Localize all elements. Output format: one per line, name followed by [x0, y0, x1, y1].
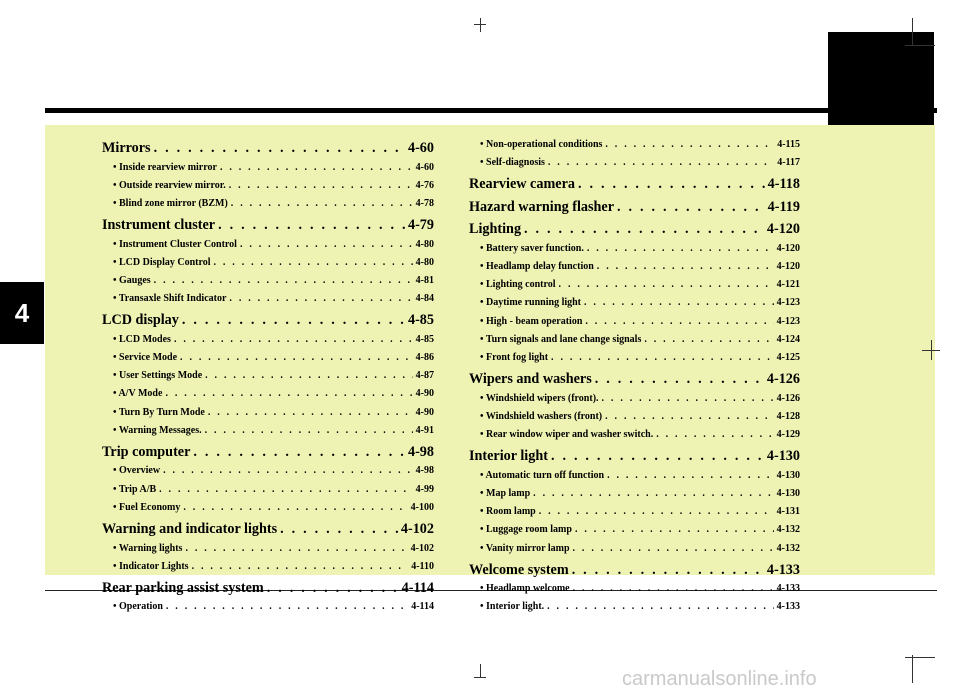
entry-title: • Map lamp	[480, 487, 531, 499]
toc-section-entry[interactable]	[102, 312, 434, 334]
toc-section-entry[interactable]	[102, 217, 434, 239]
entry-page-number: 4-86	[415, 352, 434, 363]
entry-title: • Operation	[113, 601, 163, 613]
entry-title: • Automatic turn off function	[480, 469, 605, 481]
toc-subsection-entry[interactable]	[469, 411, 800, 429]
entry-title: Warning and indicator lights	[102, 521, 278, 537]
entry-page-number: 4-124	[776, 333, 800, 345]
toc-section-entry[interactable]	[469, 371, 800, 393]
toc-subsection-entry[interactable]	[469, 261, 800, 279]
toc-subsection-entry[interactable]	[102, 198, 434, 216]
entry-title: • Lighting control	[480, 279, 556, 291]
dot-leader	[267, 580, 399, 597]
crop-mark	[474, 677, 486, 678]
entry-page-number: 4-114	[401, 579, 434, 596]
entry-page-number: 4-117	[777, 157, 800, 169]
dot-leader	[205, 370, 413, 381]
dot-leader	[539, 506, 774, 517]
toc-subsection-entry[interactable]	[469, 157, 800, 175]
entry-page-number: 4-102	[410, 542, 434, 554]
dot-leader	[231, 198, 413, 209]
entry-title: Hazard warning flasher	[469, 198, 615, 215]
entry-page-number: 4-110	[411, 560, 434, 572]
dot-leader	[180, 352, 413, 363]
toc-section-entry[interactable]	[469, 176, 800, 198]
entry-page-number: 4-125	[776, 352, 800, 363]
crop-mark	[922, 350, 940, 351]
entry-page-number: 4-131	[776, 506, 800, 518]
entry-page-number: 4-120	[776, 261, 800, 273]
toc-subsection-entry[interactable]	[102, 370, 434, 388]
toc-subsection-entry[interactable]	[469, 601, 800, 619]
dot-leader	[547, 601, 774, 612]
entry-page-number: 4-90	[415, 388, 434, 400]
entry-page-number: 4-119	[767, 198, 800, 215]
entry-title: • Turn signals and lane change signals	[480, 333, 642, 345]
toc-section-entry[interactable]	[469, 448, 800, 470]
corner-black-block	[828, 32, 934, 128]
chapter-tab: 4	[0, 282, 44, 344]
toc-subsection-entry[interactable]	[469, 470, 800, 488]
entry-page-number: 4-76	[415, 179, 434, 191]
entry-title: LCD display	[102, 312, 179, 329]
entry-page-number: 4-126	[766, 371, 800, 388]
crop-mark	[905, 45, 935, 46]
entry-page-number: 4-132	[776, 542, 800, 554]
entry-title: Instrument cluster	[102, 217, 216, 234]
entry-title: • Overview	[113, 465, 161, 477]
dot-leader	[597, 261, 774, 272]
dot-leader	[595, 371, 764, 388]
dot-leader	[584, 297, 774, 308]
entry-title: • Warning lights	[113, 542, 183, 554]
dot-leader	[280, 521, 398, 538]
entry-title: • Outside rearview mirror.	[113, 179, 226, 191]
entry-title: Lighting	[469, 221, 522, 238]
toc-subsection-entry[interactable]	[102, 407, 434, 425]
toc-section-entry[interactable]	[102, 521, 434, 543]
entry-page-number: 4-128	[776, 410, 800, 422]
entry-page-number: 4-98	[407, 443, 434, 460]
entry-title: Rearview camera	[469, 176, 575, 193]
dot-leader	[220, 162, 413, 173]
entry-page-number: 4-99	[415, 483, 434, 495]
entry-title: • Interior light.	[480, 601, 545, 613]
entry-title: • Windshield wipers (front).	[480, 392, 599, 404]
dot-leader	[573, 543, 774, 554]
toc-subsection-entry[interactable]	[102, 561, 434, 579]
entry-page-number: 4-130	[776, 487, 800, 499]
toc-subsection-entry[interactable]	[102, 293, 434, 311]
dot-leader	[229, 293, 412, 304]
entry-page-number: 4-118	[767, 176, 800, 193]
entry-page-number: 4-114	[411, 601, 434, 613]
toc-subsection-entry[interactable]	[102, 425, 434, 443]
crop-mark	[480, 664, 481, 678]
toc-right-column	[469, 139, 800, 620]
dot-leader	[573, 583, 774, 594]
dot-leader	[174, 334, 413, 345]
dot-leader	[656, 429, 773, 440]
entry-page-number: 4-115	[777, 139, 800, 150]
dot-leader	[524, 221, 764, 238]
toc-subsection-entry[interactable]	[102, 388, 434, 406]
entry-title: • A/V Mode	[113, 388, 163, 400]
entry-page-number: 4-130	[776, 469, 800, 481]
dot-leader	[617, 199, 765, 216]
entry-page-number: 4-100	[410, 501, 434, 513]
entry-page-number: 4-60	[415, 161, 434, 173]
entry-page-number: 4-130	[766, 448, 800, 465]
toc-subsection-entry[interactable]	[102, 352, 434, 370]
entry-title: Wipers and washers	[469, 371, 592, 388]
dot-leader	[229, 180, 413, 191]
crop-mark	[480, 18, 481, 32]
dot-leader	[166, 601, 408, 612]
entry-title: • Headlamp delay function	[480, 261, 594, 273]
toc-subsection-entry[interactable]	[469, 524, 800, 542]
toc-subsection-entry[interactable]	[102, 334, 434, 352]
dot-leader	[572, 562, 764, 579]
toc-subsection-entry[interactable]	[469, 393, 800, 411]
entry-page-number: 4-90	[415, 406, 434, 418]
dot-leader	[205, 425, 413, 436]
entry-page-number: 4-132	[776, 524, 800, 536]
entry-title: Rear parking assist system	[102, 579, 264, 596]
dot-leader	[533, 488, 773, 499]
dot-leader	[551, 352, 774, 363]
entry-page-number: 4-126	[776, 392, 800, 404]
toc-section-entry[interactable]	[469, 221, 800, 243]
dot-leader	[183, 502, 407, 513]
toc-subsection-entry[interactable]	[469, 429, 800, 447]
toc-subsection-entry[interactable]	[102, 162, 434, 180]
entry-title: • Room lamp	[480, 506, 536, 518]
dot-leader	[185, 543, 407, 554]
toc-subsection-entry[interactable]	[102, 484, 434, 502]
toc-subsection-entry[interactable]	[469, 583, 800, 601]
entry-page-number: 4-60	[407, 140, 434, 156]
entry-page-number: 4-85	[407, 312, 434, 329]
entry-page-number: 4-133	[766, 561, 800, 578]
entry-page-number: 4-123	[776, 315, 800, 327]
dot-leader	[585, 316, 773, 327]
entry-page-number: 4-84	[415, 293, 434, 305]
entry-title: • Trip A/B	[113, 483, 157, 495]
dot-leader	[163, 465, 413, 476]
entry-title: • Blind zone mirror (BZM)	[113, 197, 228, 209]
toc-subsection-entry[interactable]	[469, 543, 800, 561]
entry-title: • User Settings Mode	[113, 370, 203, 382]
dot-leader	[605, 411, 774, 422]
toc-section-entry[interactable]	[102, 140, 434, 162]
toc-subsection-entry[interactable]	[469, 279, 800, 297]
dot-leader	[578, 176, 765, 193]
toc-section-entry[interactable]	[469, 199, 800, 221]
dot-leader	[587, 243, 774, 254]
dot-leader	[154, 275, 413, 286]
dot-leader	[208, 407, 413, 418]
entry-page-number: 4-87	[415, 370, 434, 382]
entry-title: • Inside rearview mirror	[113, 161, 217, 173]
toc-subsection-entry[interactable]	[102, 275, 434, 293]
entry-title: Interior light	[469, 448, 548, 465]
entry-title: • Vanity mirror lamp	[480, 542, 570, 554]
entry-title: • Non-operational conditions	[480, 139, 603, 150]
top-rule	[45, 108, 937, 113]
dot-leader	[548, 157, 774, 168]
entry-page-number: 4-80	[415, 256, 434, 268]
entry-title: • Daytime running light	[480, 297, 582, 309]
dot-leader	[159, 484, 413, 495]
toc-subsection-entry[interactable]	[469, 352, 800, 370]
watermark: carmanualsonline.info	[622, 668, 817, 690]
toc-subsection-entry[interactable]	[469, 506, 800, 524]
entry-page-number: 4-78	[415, 197, 434, 209]
entry-title: • Windshield washers (front)	[480, 410, 603, 422]
entry-title: • Turn By Turn Mode	[113, 406, 205, 418]
toc-subsection-entry[interactable]	[102, 543, 434, 561]
toc-subsection-entry[interactable]	[102, 601, 434, 619]
entry-page-number: 4-81	[415, 274, 434, 286]
crop-mark	[905, 657, 935, 658]
entry-title: • High - beam operation	[480, 315, 583, 327]
toc-subsection-entry[interactable]	[469, 316, 800, 334]
crop-mark	[912, 18, 913, 46]
entry-page-number: 4-91	[415, 424, 434, 436]
entry-title: Mirrors	[102, 140, 151, 156]
entry-title: • Luggage room lamp	[480, 524, 572, 536]
entry-title: Welcome system	[469, 561, 569, 578]
toc-left-column	[102, 139, 434, 620]
entry-title: • Rear window wiper and washer switch.	[480, 429, 654, 441]
entry-page-number: 4-98	[415, 465, 434, 477]
entry-title: • Self-diagnosis	[480, 157, 545, 169]
toc-section-entry[interactable]	[102, 580, 434, 602]
entry-title: • Indicator Lights	[113, 560, 189, 572]
entry-page-number: 4-80	[415, 238, 434, 250]
entry-title: • Service Mode	[113, 352, 178, 363]
toc-section-entry[interactable]	[102, 444, 434, 466]
dot-leader	[551, 448, 764, 465]
entry-title: • Headlamp welcome	[480, 583, 570, 595]
dot-leader	[559, 279, 774, 290]
entry-page-number: 4-79	[407, 217, 434, 234]
entry-page-number: 4-123	[776, 297, 800, 309]
toc-subsection-entry[interactable]	[102, 465, 434, 483]
entry-page-number: 4-120	[766, 221, 800, 238]
entry-title: Trip computer	[102, 443, 191, 460]
toc-subsection-entry[interactable]	[469, 334, 800, 352]
dot-leader	[193, 444, 405, 461]
dot-leader	[154, 140, 405, 157]
dot-leader	[214, 257, 413, 268]
entry-title: • Gauges	[113, 274, 151, 286]
toc-subsection-entry[interactable]	[469, 243, 800, 261]
entry-page-number: 4-129	[776, 429, 800, 441]
entry-page-number: 4-121	[776, 279, 800, 291]
entry-title: • LCD Display Control	[113, 256, 211, 268]
dot-leader	[575, 524, 774, 535]
toc-subsection-entry[interactable]	[102, 180, 434, 198]
toc-subsection-entry[interactable]	[102, 239, 434, 257]
toc-section-entry[interactable]	[469, 562, 800, 584]
toc-subsection-entry[interactable]	[102, 502, 434, 520]
toc-subsection-entry[interactable]	[469, 297, 800, 315]
entry-page-number: 4-133	[776, 601, 800, 613]
crop-mark	[474, 24, 486, 25]
entry-page-number: 4-120	[776, 242, 800, 254]
entry-title: • Transaxle Shift Indicator	[113, 293, 227, 305]
entry-title: • Front fog light	[480, 352, 549, 363]
toc-subsection-entry[interactable]	[469, 139, 800, 157]
entry-page-number: 4-102	[400, 521, 434, 537]
dot-leader	[218, 217, 405, 234]
dot-leader	[192, 561, 409, 572]
dot-leader	[607, 470, 774, 481]
dot-leader	[602, 393, 774, 404]
crop-mark	[912, 655, 913, 683]
toc-subsection-entry[interactable]	[469, 488, 800, 506]
entry-title: • Fuel Economy	[113, 501, 181, 513]
entry-title: • Instrument Cluster Control	[113, 238, 237, 250]
entry-page-number: 4-133	[776, 583, 800, 595]
entry-title: • Warning Messages.	[113, 424, 202, 436]
toc-subsection-entry[interactable]	[102, 257, 434, 275]
dot-leader	[240, 239, 413, 250]
dot-leader	[182, 312, 405, 329]
dot-leader	[644, 334, 773, 345]
dot-leader	[165, 388, 412, 399]
entry-page-number: 4-85	[415, 333, 434, 345]
entry-title: • Battery saver function.	[480, 242, 584, 254]
entry-title: • LCD Modes	[113, 333, 171, 345]
dot-leader	[605, 139, 774, 150]
